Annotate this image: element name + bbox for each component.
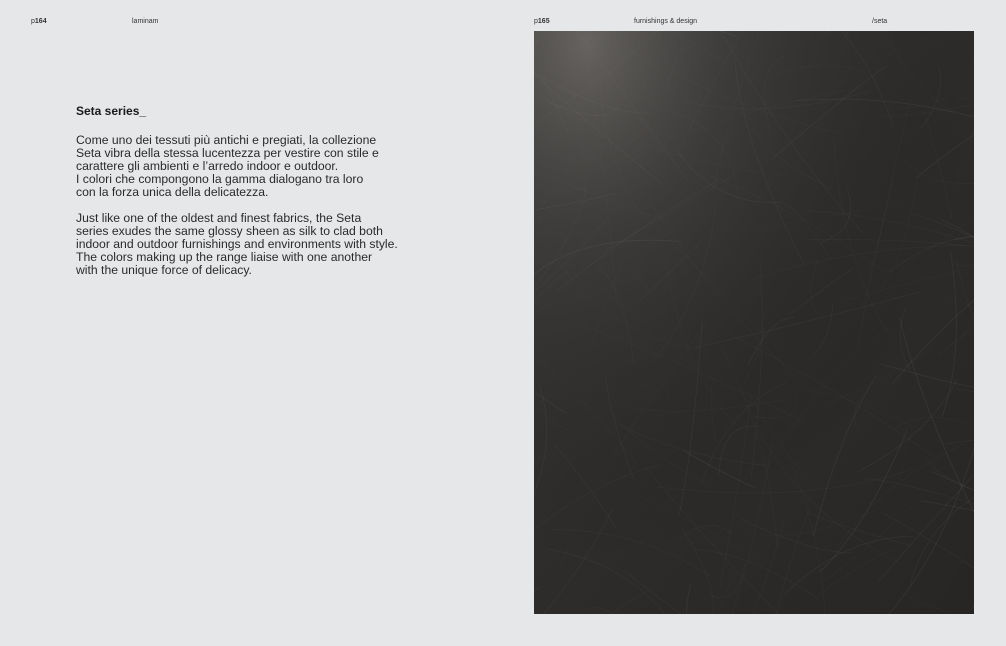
brand-name: laminam (132, 18, 159, 25)
right-page-number: p165 (534, 18, 550, 25)
paragraph-line: Seta vibra della stessa lucentezza per vestire con stile e (76, 146, 379, 160)
paragraph-line: carattere gli ambienti e l’arredo indoor e outdoor. (76, 159, 339, 173)
right-page (503, 0, 1006, 646)
paragraph-italian (76, 134, 456, 199)
paragraph-line: series exudes the same glossy sheen as silk to clad both (76, 224, 383, 238)
paragraph-line: Just like one of the oldest and finest fabrics, the Seta (76, 211, 362, 225)
surface-photo (534, 31, 974, 614)
paragraph-line: with the unique force of delicacy. (76, 263, 252, 277)
paragraph-line: The colors making up the range liaise with one another (76, 250, 373, 264)
series-tag: /seta (872, 18, 888, 25)
paragraph-line: Come uno dei tessuti più antichi e pregiati, la collezione (76, 133, 377, 147)
series-title: Seta series_ (76, 104, 147, 118)
left-page-number: p164 (31, 18, 47, 25)
brushed-surface-texture (534, 31, 974, 614)
paragraph-line: indoor and outdoor furnishings and environments with style. (76, 237, 398, 251)
paragraph-english (76, 212, 456, 277)
paragraph-line: I colori che compongono la gamma dialogano tra loro (76, 172, 364, 186)
section-name: furnishings & design (634, 18, 698, 25)
paragraph-line: con la forza unica della delicatezza. (76, 185, 269, 199)
surface-sheen (534, 31, 974, 614)
